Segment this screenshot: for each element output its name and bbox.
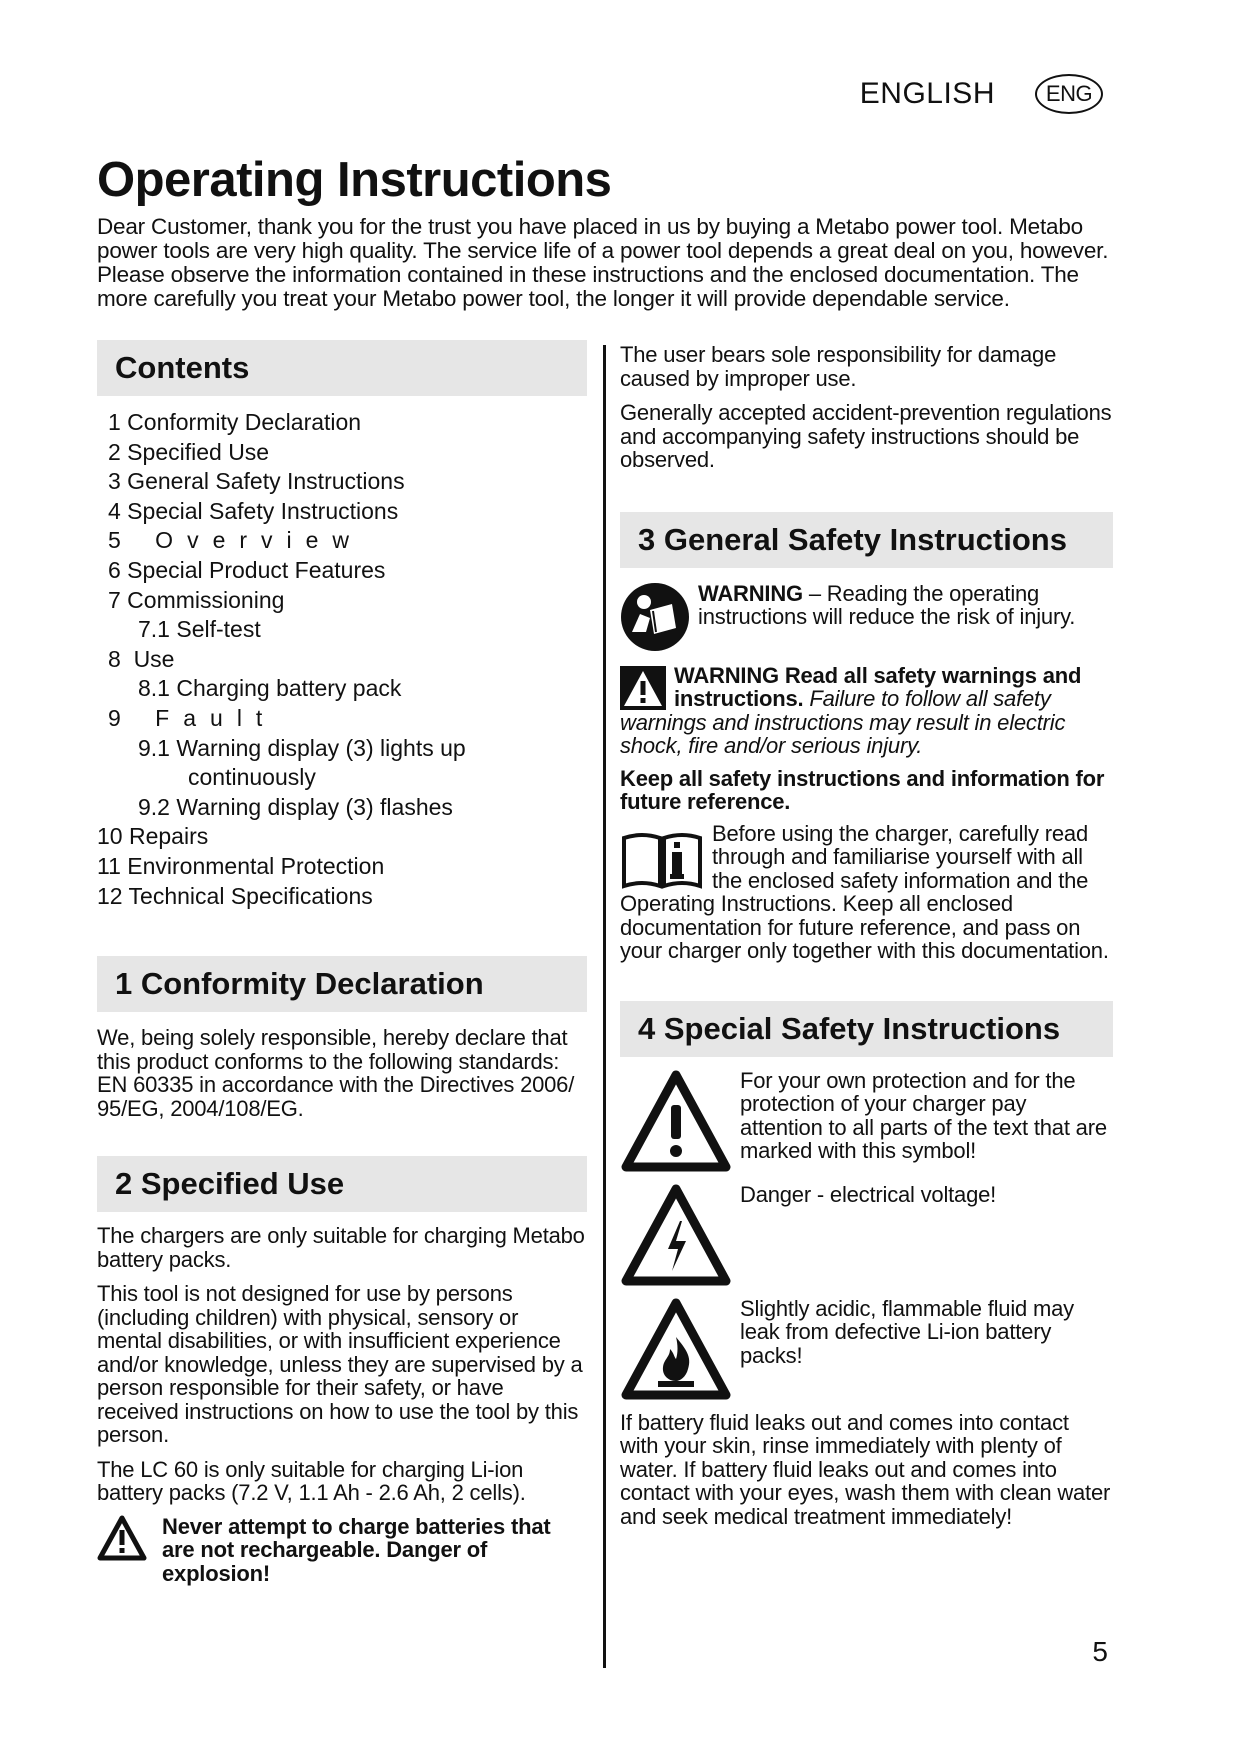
explosion-warning-text: Never attempt to charge batteries that are not rechargeable. Danger of explosion! xyxy=(162,1513,551,1586)
toc-item[interactable]: 1 Conformity Declaration xyxy=(108,409,362,435)
general-safety-heading: 3 General Safety Instructions xyxy=(620,512,1113,568)
info-book-icon xyxy=(620,828,704,892)
language-badge: ENG xyxy=(1035,74,1103,114)
info-block xyxy=(620,822,1113,963)
safety-warning-bold: WARNING Read all safety warnings and instructions. xyxy=(674,662,1082,711)
specified-use-heading: 2 Specified Use xyxy=(97,1156,587,1212)
responsibility-text: The user bears sole responsibility for damage caused by improper use. xyxy=(620,342,1057,391)
toc-item[interactable]: 9 Fault xyxy=(108,704,277,731)
toc-item[interactable]: 7 Commissioning xyxy=(108,586,285,613)
toc-item[interactable]: 9.1 Warning display (3) lights up xyxy=(138,734,466,761)
specified-use-p3: The LC 60 is only suitable for charging Li-ion battery packs (7.2 V, 1.1 Ah - 2.6 Ah, 2 cells). xyxy=(97,1456,526,1506)
warning-label: WARNING xyxy=(698,580,803,606)
toc-item[interactable]: 6 Special Product Features xyxy=(108,556,386,583)
toc-item[interactable]: 4 Special Safety Instructions xyxy=(108,497,399,524)
conformity-text: We, being solely responsible, hereby declare that this product conforms to the following standards: EN 60335 in accordance with the Directives 2006/ 95/EG, 2004/108/EG. xyxy=(97,1025,575,1121)
toc-item[interactable]: 8 Use xyxy=(108,645,175,672)
keep-instructions-text: Keep all safety instructions and information for future reference. xyxy=(620,765,1105,814)
intro-paragraph: Dear Customer, thank you for the trust you have placed in us by buying a Metabo power tool. Metabo power tools are very high quality. The service life of a power tool depends a great deal on you, however. Please observe the information contained in these instructions and the enclosed documentation. The more carefully you treat your Metabo power tool, the longer it will provide dependable service. xyxy=(97,214,1109,311)
contents-heading: Contents xyxy=(97,340,587,396)
warning-triangle-icon xyxy=(97,1515,147,1561)
toc-item[interactable]: 2 Specified Use xyxy=(108,438,270,465)
safety-warning-text xyxy=(620,664,1113,758)
regulations-text: Generally accepted accident-prevention regulations and accompanying safety instructions should be observed. xyxy=(620,400,1112,472)
page-title: Operating Instructions xyxy=(97,153,612,207)
read-manual-warning xyxy=(620,582,1113,652)
voltage-row xyxy=(620,1183,1113,1287)
column-divider xyxy=(603,345,606,1668)
voltage-text: Danger - electrical voltage! xyxy=(740,1181,997,1207)
safety-warning-italic: Failure to follow all safety warnings and instructions may result in electric shock, fire and/or serious injury. xyxy=(620,686,1066,758)
caution-symbol-text: For your own protection and for the protection of your charger pay attention to all parts of the text that are marked with this symbol! xyxy=(740,1067,1107,1163)
table-of-contents xyxy=(97,408,587,911)
warning-text: – Reading the operating instructions will reduce the risk of injury. xyxy=(698,580,1076,629)
toc-item[interactable]: 8.1 Charging battery pack xyxy=(138,675,402,702)
conformity-heading: 1 Conformity Declaration xyxy=(97,956,587,1012)
exclamation-triangle-icon xyxy=(620,1069,732,1173)
language-header xyxy=(860,74,1103,114)
special-safety-heading: 4 Special Safety Instructions xyxy=(620,1001,1113,1057)
toc-item[interactable]: 11 Environmental Protection xyxy=(97,852,385,879)
before-using-text: Before using the charger, carefully read through and familiarise yourself with all the enclosed safety information and the Operating Instructions. Keep all enclosed documentation for future reference, and pass on your charger only together with this documentation. xyxy=(620,820,1109,963)
page-number: 5 xyxy=(1092,1636,1108,1667)
flammable-icon xyxy=(620,1297,732,1401)
explosion-warning xyxy=(97,1515,587,1586)
specified-use-p2: This tool is not designed for use by persons (including children) with physical, sensory or mental disabilities, or with insufficient experience and/or knowledge, unless they are supervised by a person responsible for their safety, or have received instructions on how to use the tool by this person. xyxy=(97,1281,583,1448)
flammable-text: Slightly acidic, flammable fluid may leak from defective Li-ion battery packs! xyxy=(740,1295,1074,1368)
toc-item[interactable]: 3 General Safety Instructions xyxy=(108,468,405,495)
toc-item[interactable]: 7.1 Self-test xyxy=(138,616,261,643)
toc-item[interactable]: 10 Repairs xyxy=(97,823,209,850)
toc-item-continued[interactable]: continuously xyxy=(188,764,316,791)
toc-item[interactable]: 12 Technical Specifications xyxy=(97,882,373,909)
battery-leak-text: If battery fluid leaks out and comes into contact with your skin, rinse immediately with plenty of water. If battery fluid leaks out and comes into contact with your eyes, wash them with clean water and seek medical treatment immediately! xyxy=(620,1409,1111,1529)
read-manual-text xyxy=(698,582,1113,629)
right-column xyxy=(620,343,1113,1528)
language-label: ENGLISH xyxy=(859,77,995,110)
read-manual-icon xyxy=(620,582,690,652)
electrical-voltage-icon xyxy=(620,1183,732,1287)
specified-use-p1: The chargers are only suitable for charging Metabo battery packs. xyxy=(97,1223,585,1272)
caution-square-icon xyxy=(620,666,666,710)
safety-warning-block xyxy=(620,664,1113,758)
toc-item[interactable]: 9.2 Warning display (3) flashes xyxy=(138,793,453,820)
flammable-row xyxy=(620,1297,1113,1401)
toc-item[interactable]: 5 Overview xyxy=(108,527,364,554)
left-column xyxy=(97,340,587,1585)
caution-symbol-row xyxy=(620,1069,1113,1173)
